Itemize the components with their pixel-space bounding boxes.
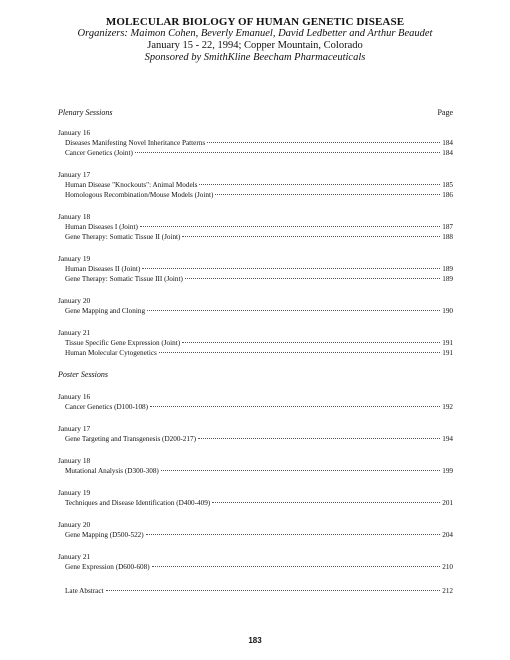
session-day [58, 392, 453, 412]
entry-page: 204 [442, 531, 453, 539]
entry-title: Gene Mapping (D500-522) [65, 531, 144, 539]
entry-title: Late Abstract [65, 587, 104, 595]
entry-title: Human Diseases II (Joint) [65, 265, 141, 273]
toc-entry [58, 348, 453, 358]
session-date: January 16 [58, 128, 91, 137]
session-date: January 20 [58, 520, 91, 529]
session-date: January 16 [58, 392, 91, 401]
dot-leader [159, 352, 440, 353]
entry-title: Mutational Analysis (D300-308) [65, 467, 159, 475]
dot-leader [215, 194, 440, 195]
dot-leader [140, 226, 440, 227]
entry-title: Cancer Genetics (Joint) [65, 149, 133, 157]
entry-page: 190 [442, 307, 453, 315]
entry-page: 194 [442, 435, 453, 443]
toc-entry [58, 562, 453, 572]
poster-sessions-heading: Poster Sessions [58, 370, 108, 379]
dot-leader [198, 438, 440, 439]
dot-leader [152, 566, 441, 567]
dot-leader [212, 502, 440, 503]
toc-entry [58, 338, 453, 348]
toc-entry [58, 530, 453, 540]
session-day [58, 424, 453, 444]
dot-leader [106, 590, 441, 591]
plenary-sessions-header [58, 108, 453, 118]
entry-page: 191 [442, 349, 453, 357]
entry-title: Techniques and Disease Identification (D400-409) [65, 499, 211, 507]
toc-entry [58, 306, 453, 316]
dot-leader [146, 534, 441, 535]
document-header [0, 16, 510, 64]
entry-page: 201 [442, 499, 453, 507]
toc-entry [58, 434, 453, 444]
session-date: January 17 [58, 170, 91, 179]
toc-entry [58, 222, 453, 232]
session-day [58, 488, 453, 508]
entry-title: Gene Therapy: Somatic Tissue III (Joint) [65, 275, 183, 283]
session-day [58, 520, 453, 540]
session-date: January 17 [58, 424, 91, 433]
entry-title: Gene Therapy: Somatic Tissue II (Joint) [65, 233, 181, 241]
dot-leader [199, 184, 440, 185]
toc-entry [58, 402, 453, 412]
entry-title: Homologous Recombination/Mouse Models (Joint) [65, 191, 214, 199]
organizers-line: Organizers: Maimon Cohen, Beverly Emanuel, David Ledbetter and Arthur Beaudet [77, 28, 433, 39]
entry-title: Diseases Manifesting Novel Inheritance Patterns [65, 139, 206, 147]
entry-page: 192 [442, 403, 453, 411]
poster-sessions-list [58, 392, 453, 572]
entry-page: 184 [442, 149, 453, 157]
toc-entry [58, 466, 453, 476]
dot-leader [150, 406, 440, 407]
table-of-contents [58, 108, 453, 596]
session-date: January 18 [58, 456, 91, 465]
entry-page: 212 [442, 587, 453, 595]
entry-page: 191 [442, 339, 453, 347]
toc-entry [58, 148, 453, 158]
toc-entry [58, 190, 453, 200]
session-day [58, 328, 453, 358]
entry-page: 189 [442, 275, 453, 283]
entry-title: Human Disease "Knockouts": Animal Models [65, 181, 198, 189]
entry-page: 187 [442, 223, 453, 231]
dot-leader [135, 152, 440, 153]
toc-entry [58, 264, 453, 274]
entry-title: Tissue Specific Gene Expression (Joint) [65, 339, 181, 347]
session-day [58, 296, 453, 316]
entry-page: 186 [442, 191, 453, 199]
entry-page: 189 [442, 265, 453, 273]
entry-title: Cancer Genetics (D100-108) [65, 403, 149, 411]
dot-leader [161, 470, 440, 471]
session-date: January 21 [58, 552, 91, 561]
dot-leader [142, 268, 440, 269]
conference-title: MOLECULAR BIOLOGY OF HUMAN GENETIC DISEASE [105, 16, 405, 28]
session-date: January 18 [58, 212, 91, 221]
entry-page: 210 [442, 563, 453, 571]
entry-title: Gene Expression (D600-608) [65, 563, 150, 571]
session-day [58, 170, 453, 200]
session-day [58, 212, 453, 242]
session-date: January 21 [58, 328, 91, 337]
plenary-sessions-list [58, 128, 453, 358]
entry-title: Human Diseases I (Joint) [65, 223, 138, 231]
toc-entry [58, 232, 453, 242]
dot-leader [147, 310, 440, 311]
entry-title: Human Molecular Cytogenetics [65, 349, 157, 357]
entry-page: 185 [442, 181, 453, 189]
session-date: January 19 [58, 488, 91, 497]
sponsor-line: Sponsored by SmithKline Beecham Pharmaceuticals [144, 52, 366, 63]
session-day [58, 254, 453, 284]
entry-page: 199 [442, 467, 453, 475]
entry-page: 184 [442, 139, 453, 147]
dot-leader [207, 142, 440, 143]
toc-entry [58, 180, 453, 190]
session-day [58, 552, 453, 572]
entry-title: Gene Targeting and Transgenesis (D200-217) [65, 435, 196, 443]
toc-entry [58, 138, 453, 148]
toc-entry [58, 274, 453, 284]
session-day [58, 128, 453, 158]
dates-location-line: January 15 - 22, 1994; Copper Mountain, Colorado [147, 40, 363, 51]
page-column-label: Page [437, 108, 453, 117]
dot-leader [185, 278, 440, 279]
toc-entry [58, 498, 453, 508]
plenary-sessions-heading: Plenary Sessions [58, 108, 113, 117]
session-date: January 20 [58, 296, 91, 305]
page-number: 183 [248, 636, 262, 645]
session-day [58, 456, 453, 476]
entry-title: Gene Mapping and Cloning [65, 307, 146, 315]
dot-leader [182, 236, 440, 237]
session-date: January 19 [58, 254, 91, 263]
dot-leader [182, 342, 440, 343]
late-abstract-entry [58, 586, 453, 596]
entry-page: 188 [442, 233, 453, 241]
